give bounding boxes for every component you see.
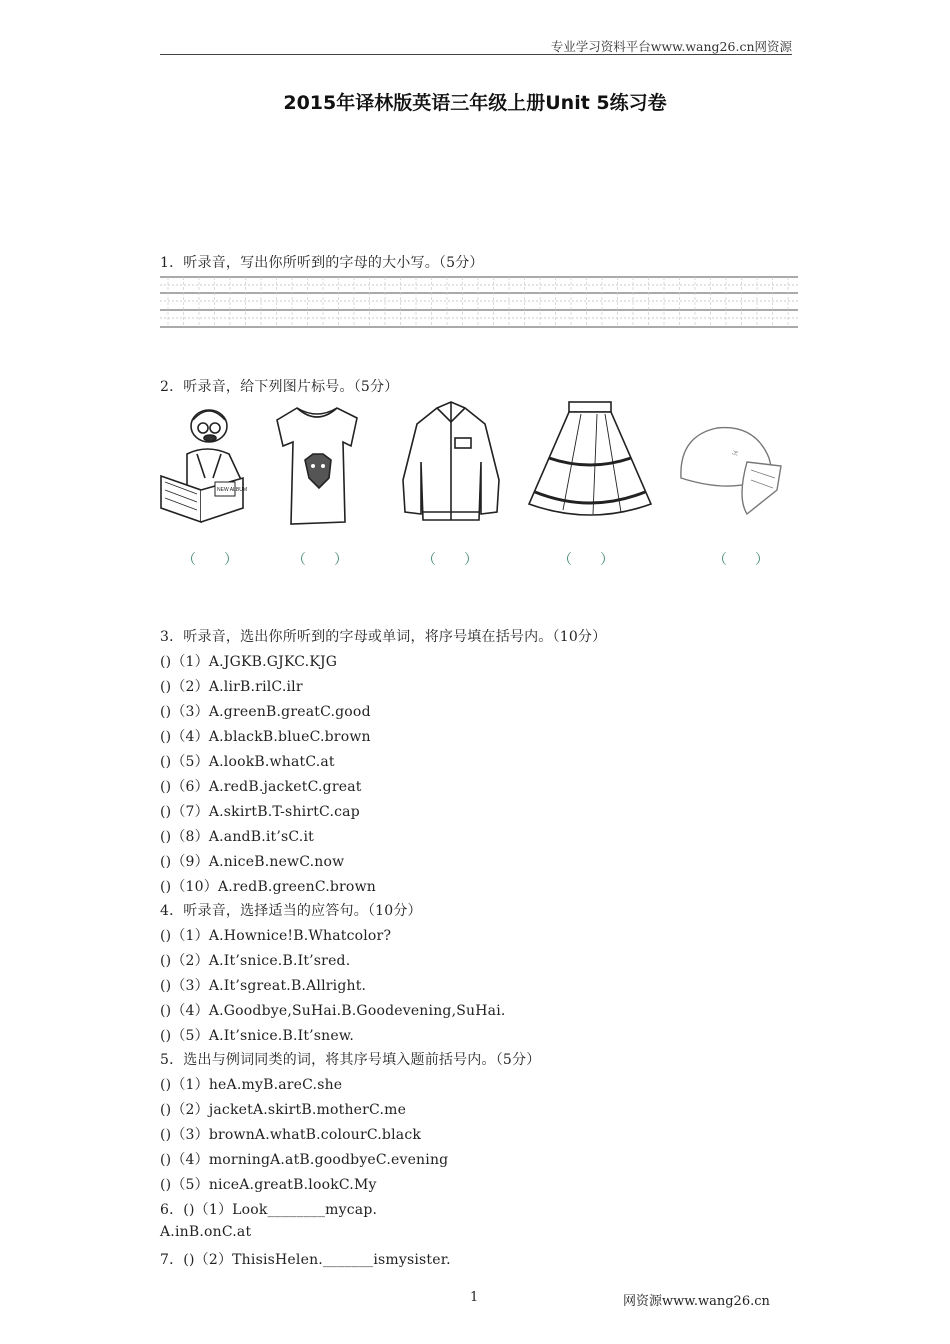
s3-item: ()（3）A.greenB.greatC.good <box>160 704 371 720</box>
s3-item: ()（1）A.JGKB.GJKC.KJG <box>160 654 338 670</box>
s5-item: ()（2）jacketA.skirtB.motherC.me <box>160 1102 407 1118</box>
s3-item: ()（4）A.blackB.blueC.brown <box>160 729 371 745</box>
page-number: 1 <box>470 1290 479 1305</box>
s5-item: ()（4）morningA.atB.goodbyeC.evening <box>160 1152 449 1168</box>
answer-paren-1[interactable]: （ ） <box>182 552 238 568</box>
section-3-heading: 3．听录音，选出你所听到的字母或单词，将序号填在括号内。（10分） <box>160 629 607 645</box>
book-label: NEW ALBUM <box>217 487 248 493</box>
cap-icon <box>681 428 781 514</box>
s5-item: ()（5）niceA.greatB.lookC.My <box>160 1177 377 1193</box>
s3-item: ()（9）A.niceB.newC.now <box>160 854 345 870</box>
t-shirt-icon <box>277 408 357 524</box>
header-site-text: 专业学习资料平台www.wang26.cn网资源 <box>550 39 792 54</box>
s3-item: ()（10）A.redB.greenC.brown <box>160 879 376 895</box>
four-line-grid <box>160 275 798 329</box>
section-6-question: 6．()（1）Look________mycap. <box>160 1202 378 1218</box>
s4-item: ()（4）A.Goodbye,SuHai.B.Goodevening,SuHai. <box>160 1003 506 1019</box>
s3-item: ()（6）A.redB.jacketC.great <box>160 779 362 795</box>
s4-item: ()（1）A.Hownice!B.Whatcolor? <box>160 928 392 944</box>
s3-item: ()（5）A.lookB.whatC.at <box>160 754 335 770</box>
bear-reading-icon <box>161 410 247 522</box>
pictures-row <box>157 398 797 538</box>
answer-paren-5[interactable]: （ ） <box>713 552 769 568</box>
section-2-heading: 2．听录音，给下列图片标号。（5分） <box>160 379 399 395</box>
section-1-heading: 1．听录音，写出你所听到的字母的大小写。（5分） <box>160 255 484 271</box>
section-6-options: A.inB.onC.at <box>160 1224 252 1240</box>
section-7-question: 7．()（2）ThisisHelen._______ismysister. <box>160 1252 451 1268</box>
s4-item: ()（3）A.It’sgreat.B.Allright. <box>160 978 367 994</box>
section-5-heading: 5．选出与例词同类的词，将其序号填入题前括号内。（5分） <box>160 1052 541 1068</box>
s3-item: ()（8）A.andB.it’sC.it <box>160 829 314 845</box>
header-rule <box>160 54 792 55</box>
s5-item: ()（3）brownA.whatB.colourC.black <box>160 1127 422 1143</box>
jacket-icon <box>403 402 499 520</box>
s4-item: ()（5）A.It’snice.B.It’snew. <box>160 1028 355 1044</box>
s5-item: ()（1）heA.myB.areC.she <box>160 1077 343 1093</box>
answer-paren-3[interactable]: （ ） <box>422 552 478 568</box>
s3-item: ()（7）A.skirtB.T-shirtC.cap <box>160 804 360 820</box>
page-title: 2015年译林版英语三年级上册Unit 5练习卷 <box>283 92 667 114</box>
s3-item: ()（2）A.lirB.rilC.ilr <box>160 679 303 695</box>
answer-paren-2[interactable]: （ ） <box>292 552 348 568</box>
svg-text:ヱ: ヱ <box>730 449 740 459</box>
skirt-icon <box>529 402 651 515</box>
section-4-heading: 4．听录音，选择适当的应答句。（10分） <box>160 903 422 919</box>
s4-item: ()（2）A.It’snice.B.It’sred. <box>160 953 351 969</box>
answer-paren-4[interactable]: （ ） <box>558 552 614 568</box>
footer-site-text: 网资源www.wang26.cn <box>623 1294 770 1309</box>
